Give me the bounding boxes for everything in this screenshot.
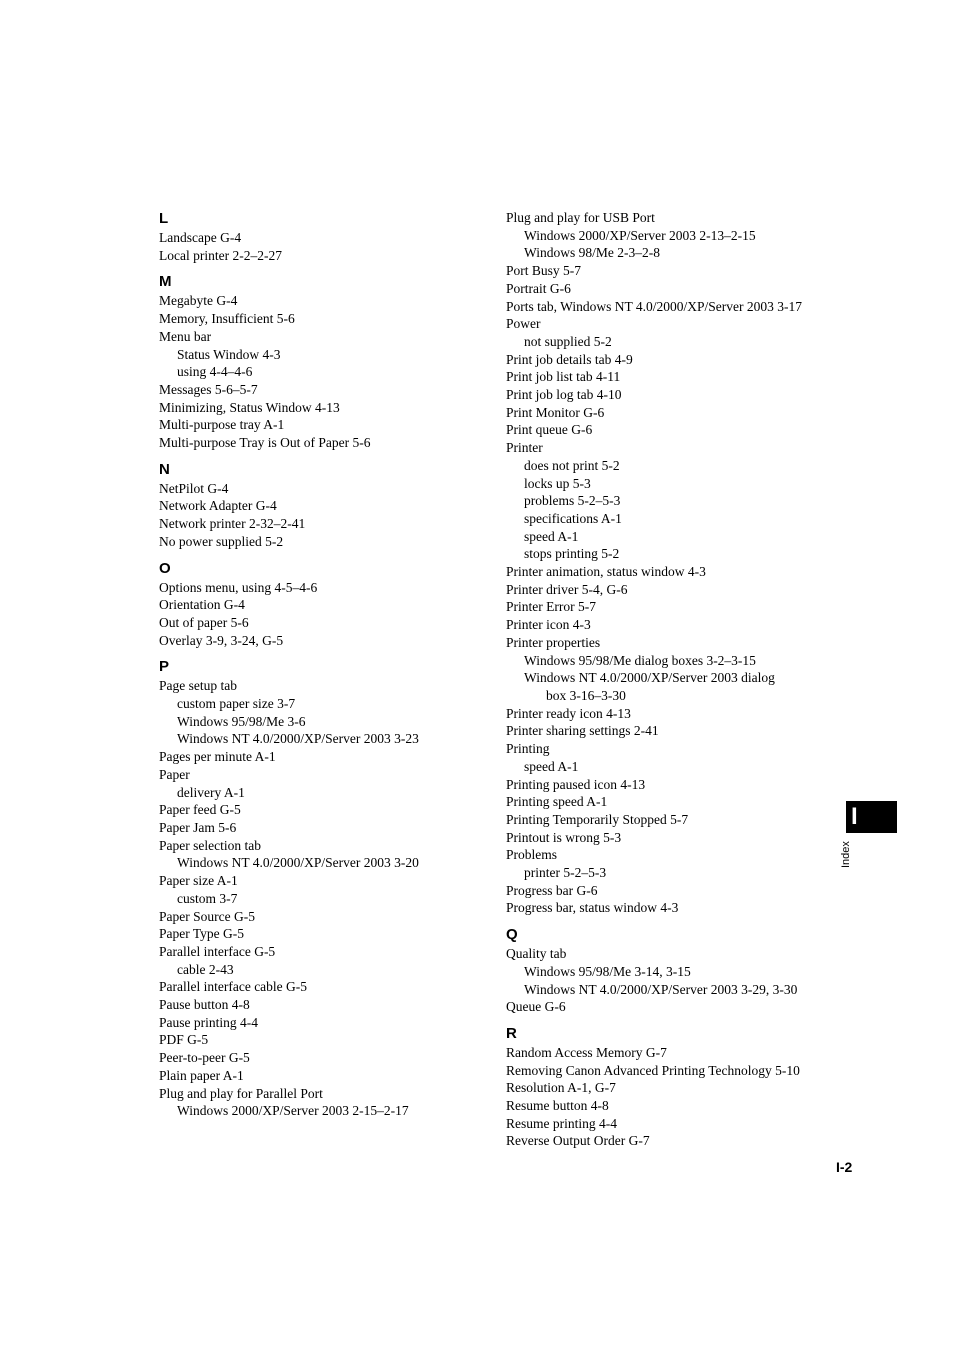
index-subentry: Windows NT 4.0/2000/XP/Server 2003 dialog bbox=[524, 670, 775, 686]
index-subentry: speed A-1 bbox=[524, 758, 579, 774]
index-entry: Plain paper A-1 bbox=[159, 1067, 244, 1083]
index-entry: Overlay 3-9, 3-24, G-5 bbox=[159, 632, 284, 648]
page-number: I-2 bbox=[836, 1159, 853, 1175]
index-entry: Plug and play for Parallel Port bbox=[159, 1085, 323, 1101]
index-entry: Multi-purpose Tray is Out of Paper 5-6 bbox=[159, 435, 371, 451]
index-entry: Megabyte G-4 bbox=[159, 293, 238, 309]
index-entry: Printer driver 5-4, G-6 bbox=[506, 581, 628, 597]
index-subentry: delivery A-1 bbox=[177, 784, 245, 800]
index-subentry: Status Window 4-3 bbox=[177, 346, 281, 362]
index-entry: Printer sharing settings 2-41 bbox=[506, 723, 659, 739]
index-entry: Multi-purpose tray A-1 bbox=[159, 417, 285, 433]
index-entry: Peer-to-peer G-5 bbox=[159, 1050, 250, 1066]
index-entry: Options menu, using 4-5–4-6 bbox=[159, 579, 318, 595]
index-entry: Memory, Insufficient 5-6 bbox=[159, 311, 295, 327]
index-subentry: problems 5-2–5-3 bbox=[524, 493, 621, 509]
index-entry: Paper feed G-5 bbox=[159, 802, 241, 818]
index-entry: Printer icon 4-3 bbox=[506, 617, 591, 633]
index-entry: Print queue G-6 bbox=[506, 422, 593, 438]
index-entry: Paper selection tab bbox=[159, 837, 261, 853]
index-entry: Portrait G-6 bbox=[506, 280, 571, 296]
index-entry: Parallel interface G-5 bbox=[159, 943, 276, 959]
index-subentry: Windows 98/Me 2-3–2-8 bbox=[524, 245, 660, 261]
index-entry: Paper Type G-5 bbox=[159, 926, 245, 942]
index-entry: Paper Source G-5 bbox=[159, 908, 255, 924]
index-section-letter: R bbox=[506, 1024, 517, 1042]
index-subentry: Windows 2000/XP/Server 2003 2-13–2-15 bbox=[524, 227, 756, 243]
index-section-letter: P bbox=[159, 658, 170, 676]
index-entry: Progress bar G-6 bbox=[506, 882, 598, 898]
index-subentry: custom paper size 3-7 bbox=[177, 696, 296, 712]
index-entry: Network printer 2-32–2-41 bbox=[159, 516, 306, 532]
index-subentry: Windows NT 4.0/2000/XP/Server 2003 3-23 bbox=[177, 731, 419, 747]
section-tab-label: Index bbox=[840, 841, 852, 868]
index-subentry: stops printing 5-2 bbox=[524, 546, 620, 562]
index-subentry: Windows 2000/XP/Server 2003 2-15–2-17 bbox=[177, 1103, 409, 1119]
index-entry: Print job list tab 4-11 bbox=[506, 369, 621, 385]
index-entry: Local printer 2-2–2-27 bbox=[159, 247, 282, 263]
index-subentry: not supplied 5-2 bbox=[524, 333, 612, 349]
index-entry: Port Busy 5-7 bbox=[506, 263, 582, 279]
index-entry: Progress bar, status window 4-3 bbox=[506, 900, 679, 916]
index-subentry: using 4-4–4-6 bbox=[177, 364, 253, 380]
index-entry: Quality tab bbox=[506, 946, 567, 962]
index-section-letter: M bbox=[159, 273, 172, 291]
index-entry: Resume button 4-8 bbox=[506, 1098, 609, 1114]
index-subentry: Windows 95/98/Me 3-6 bbox=[177, 713, 306, 729]
index-entry: Orientation G-4 bbox=[159, 597, 245, 613]
index-entry: Printing speed A-1 bbox=[506, 794, 608, 810]
index-entry: Printer properties bbox=[506, 634, 601, 650]
index-subentry: Windows NT 4.0/2000/XP/Server 2003 3-29, 3-30 bbox=[524, 981, 798, 997]
index-subentry: box 3-16–3-30 bbox=[546, 687, 626, 703]
index-entry: Menu bar bbox=[159, 328, 212, 344]
index-entry: Paper bbox=[159, 766, 190, 782]
index-entry: Pause button 4-8 bbox=[159, 997, 250, 1013]
index-entry: Queue G-6 bbox=[506, 999, 566, 1015]
index-entry: Printout is wrong 5-3 bbox=[506, 829, 622, 845]
index-subentry: speed A-1 bbox=[524, 528, 579, 544]
index-entry: Resume printing 4-4 bbox=[506, 1115, 617, 1131]
index-entry: PDF G-5 bbox=[159, 1032, 209, 1048]
index-entry: Ports tab, Windows NT 4.0/2000/XP/Server 2003 3-17 bbox=[506, 298, 802, 314]
index-entry: Print job log tab 4-10 bbox=[506, 387, 622, 403]
index-entry: Landscape G-4 bbox=[159, 230, 242, 245]
index-entry: Printing paused icon 4-13 bbox=[506, 776, 646, 792]
index-entry: Parallel interface cable G-5 bbox=[159, 979, 308, 995]
index-subentry: printer 5-2–5-3 bbox=[524, 865, 607, 881]
index-entry: Print job details tab 4-9 bbox=[506, 351, 633, 367]
index-entry: Minimizing, Status Window 4-13 bbox=[159, 399, 340, 415]
index-entry: Reverse Output Order G-7 bbox=[506, 1133, 650, 1149]
index-entry: Printing Temporarily Stopped 5-7 bbox=[506, 811, 689, 827]
index-entry: Printer Error 5-7 bbox=[506, 599, 596, 615]
section-tab-letter: I bbox=[851, 803, 858, 830]
index-entry: Removing Canon Advanced Printing Technology 5-10 bbox=[506, 1062, 800, 1078]
index-entry: Resolution A-1, G-7 bbox=[506, 1080, 616, 1096]
index-subentry: does not print 5-2 bbox=[524, 457, 620, 473]
index-entry: Pause printing 4-4 bbox=[159, 1014, 258, 1030]
index-subentry: locks up 5-3 bbox=[524, 475, 591, 491]
index-subentry: custom 3-7 bbox=[177, 890, 238, 906]
index-entry: Power bbox=[506, 316, 541, 332]
index-entry: Printing bbox=[506, 741, 550, 757]
index-entry: Problems bbox=[506, 847, 558, 863]
index-section-letter: L bbox=[159, 210, 169, 227]
index-entry: Plug and play for USB Port bbox=[506, 210, 655, 225]
index-column-right bbox=[506, 209, 836, 1150]
index-entry: Printer ready icon 4-13 bbox=[506, 705, 631, 721]
index-subentry: Windows NT 4.0/2000/XP/Server 2003 3-20 bbox=[177, 855, 419, 871]
index-entry: Paper size A-1 bbox=[159, 873, 238, 889]
index-entry: Pages per minute A-1 bbox=[159, 749, 276, 765]
section-tab bbox=[846, 801, 897, 833]
index-entry: No power supplied 5-2 bbox=[159, 533, 284, 549]
index-entry: Random Access Memory G-7 bbox=[506, 1044, 667, 1060]
index-entry: NetPilot G-4 bbox=[159, 480, 229, 496]
index-column-left bbox=[159, 209, 479, 1120]
index-entry: Page setup tab bbox=[159, 678, 237, 694]
index-entry: Print Monitor G-6 bbox=[506, 404, 605, 420]
index-section-letter: O bbox=[159, 559, 171, 577]
index-entry: Out of paper 5-6 bbox=[159, 614, 249, 630]
index-entry: Messages 5-6–5-7 bbox=[159, 381, 258, 397]
index-subentry: Windows 95/98/Me dialog boxes 3-2–3-15 bbox=[524, 652, 756, 668]
index-subentry: Windows 95/98/Me 3-14, 3-15 bbox=[524, 963, 691, 979]
index-entry: Printer bbox=[506, 440, 543, 456]
index-section-letter: Q bbox=[506, 926, 518, 944]
index-entry: Printer animation, status window 4-3 bbox=[506, 564, 706, 580]
index-section-letter: N bbox=[159, 460, 170, 478]
index-subentry: specifications A-1 bbox=[524, 510, 622, 526]
index-entry: Paper Jam 5-6 bbox=[159, 819, 237, 835]
index-entry: Network Adapter G-4 bbox=[159, 498, 277, 514]
index-subentry: cable 2-43 bbox=[177, 961, 234, 977]
